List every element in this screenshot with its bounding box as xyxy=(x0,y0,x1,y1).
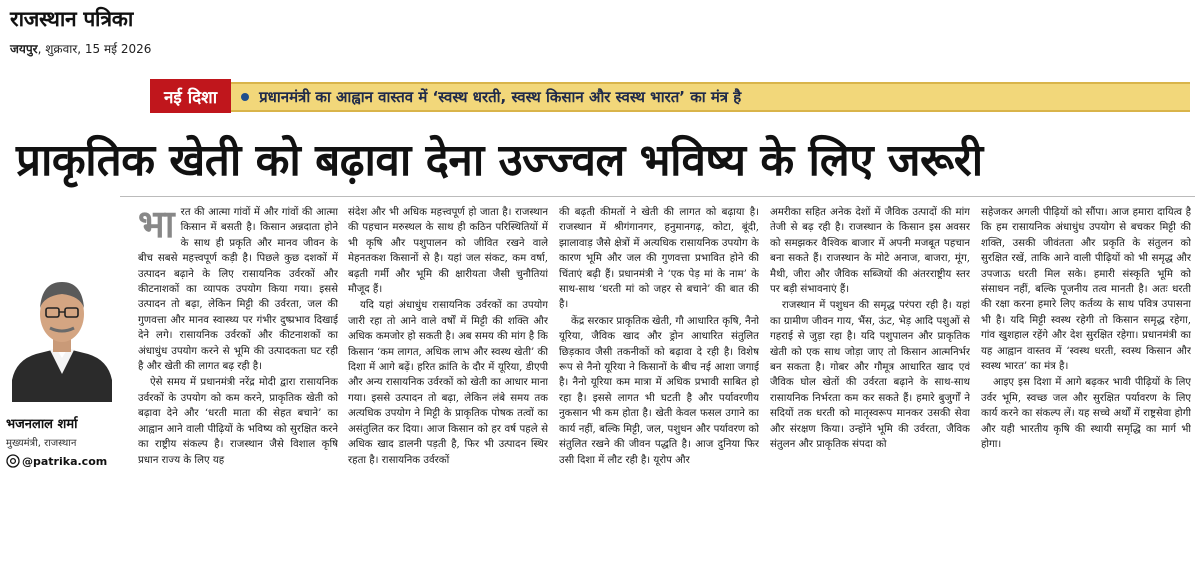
paragraph-text: रत की आत्मा गांवों में और गांवों की आत्मा किसान में बसती है। किसान अन्नदाता होने के साथ ही प्रकृति और मानव जीवन के बीच सबसे महत्त्वपूर्ण कड़ी है। पिछले कुछ दशकों में उत्पादन बढ़ाने के लिए रासायनिक उर्वरकों और कीटनाशकों का व्यापक उपयोग किया गया। इससे उत्पादन तो बढ़ा, लेकिन मिट्टी की उर्वरता, जल की गुणवत्ता और मानव स्वास्थ्य पर गंभीर दुष्प्रभाव दिखाई देने लगे। रासायनिक उर्वरकों और कीटनाशकों का अंधाधुंध उपयोग करने से भूमि की उत्पादकता घट रही है और खेती की लागत बढ़ रही है। xyxy=(138,207,338,373)
article-column-4 xyxy=(770,205,970,565)
article-paragraph: आइए इस दिशा में आगे बढ़कर भावी पीढ़ियों के लिए उर्वर भूमि, स्वच्छ जल और सुरक्षित पर्यावरण के लिए कार्य करने का संकल्प लें। यह सच्चे अर्थों में राष्ट्रसेवा होगी और यही भारतीय कृषि की स्थायी समृद्धि का मार्ग भी होगा। xyxy=(981,377,1191,451)
author-role: मुख्यमंत्री, राजस्थान xyxy=(6,438,77,449)
social-handle xyxy=(6,454,107,468)
article-paragraph: की बढ़ती कीमतों ने खेती की लागत को बढ़ाया है। राजस्थान में श्रीगंगानगर, हनुमानगढ़, कोटा, बूंदी, झालावाड़ जैसे क्षेत्रों में अत्यधिक रासायनिक उपयोग के कारण भूमि और जल की गुणवत्ता प्रभावित होने की चिंताएं बढ़ी हैं। प्रधानमंत्री ने ‘एक पेड़ मां के नाम’ के साथ-साथ ‘धरती मां को जहर से बचाने’ की बात की है। xyxy=(559,207,759,311)
article-paragraph: राजस्थान में पशुधन की समृद्ध परंपरा रही है। यहां का ग्रामीण जीवन गाय, भैंस, ऊंट, भेड़ आदि पशुओं से गहराई से जुड़ा रहा है। यदि पशुपालन और प्राकृतिक खेती को एक साथ जोड़ा जाए तो किसान आत्मनिर्भर बन सकता है। गोबर और गौमूत्र आधारित खाद एवं जैविक घोल खेतों की उर्वरता बढ़ाने के साथ-साथ रासायनिक निर्भरता कम कर सकते हैं। हमारे बुजुर्गों ने सदियों तक धरती को मातृस्वरूप मानकर उसकी सेवा और संरक्षण किया। उन्होंने भूमि की उर्वरता, जैविक संतुलन और प्राकृतिक संपदा को xyxy=(770,300,970,451)
divider xyxy=(120,196,1195,197)
article-paragraph: संदेश और भी अधिक महत्त्वपूर्ण हो जाता है। राजस्थान की पहचान मरुस्थल के साथ ही कठिन परिस्थितियों में भी कृषि और पशुपालन को जीवित रखने वाले मेहनतकश किसानों से है। यहां जल संकट, कम वर्षा, बढ़ती गर्मी और भूमि की क्षारीयता जैसी चुनौतियां मौजूद हैं। xyxy=(348,207,548,296)
masthead xyxy=(10,6,310,57)
article-paragraph: यदि यहां अंधाधुंध रासायनिक उर्वरकों का उपयोग जारी रहा तो आने वाले वर्षों में मिट्टी की शक्ति और अधिक कमजोर हो सकती है। अब समय की मांग है कि किसान ‘कम लागत, अधिक लाभ और स्वस्थ खेती’ की दिशा में आगे बढ़ें। हरित क्रांति के दौर में यूरिया, डीएपी और अन्य रासायनिक उर्वरकों को खेती का आधार माना गया। इससे उत्पादन तो बढ़ा, लेकिन लंबे समय तक अत्यधिक उपयोग ने मिट्टी के प्राकृतिक पोषक तत्वों का असंतुलित कर दिया। आज किसान को हर वर्ष पहले से अधिक खाद डालनी पड़ती है, फिर भी उत्पादन स्थिर रहता है। रासायनिक उर्वरकों xyxy=(348,300,548,466)
author-portrait xyxy=(6,262,118,402)
dateline-city: जयपुर xyxy=(10,42,38,56)
bullet-icon xyxy=(241,93,249,101)
article-paragraph: ऐसे समय में प्रधानमंत्री नरेंद्र मोदी द्वारा रासायनिक उर्वरकों के उपयोग को कम करने, प्राकृतिक खेती को बढ़ावा देने और ‘धरती माता की सेहत बचाने’ का आह्वान आने वाली पीढ़ियों के भविष्य को सुरक्षित करने का राष्ट्रीय संकल्प है। राजस्थान जैसे विशाल कृषि प्रधान राज्य के लिए यह xyxy=(138,377,338,466)
handle-text: @patrika.com xyxy=(22,454,108,468)
drop-cap: भा xyxy=(138,205,175,246)
article-paragraph: सहेजकर अगली पीढ़ियों को सौंपा। आज हमारा दायित्व है कि हम रासायनिक अंधाधुंध उपयोग से बचकर मिट्टी की शक्ति, उसकी जीवंतता और प्रकृति के संतुलन को सुरक्षित रखें, ताकि आने वाली पीढ़ियों को भी समृद्ध और उपजाऊ धरती मिल सके। हमारी संस्कृति भूमि को संसाधन नहीं, बल्कि पूजनीय तत्व मानती है। अतः धरती की रक्षा करना हमारे लिए कर्तव्य के साथ पवित्र उपासना भी है। यदि मिट्टी स्वस्थ रहेगी तो किसान समृद्ध रहेगा, गांव खुशहाल रहेंगे और देश सुरक्षित रहेगा। प्रधानमंत्री का यह आह्वान वास्तव में ‘स्वस्थ धरती, स्वस्थ किसान और स्वस्थ भारत’ का मंत्र है। xyxy=(981,207,1191,373)
dateline xyxy=(10,40,310,57)
topic-text: प्रधानमंत्री का आह्वान वास्तव में ‘स्वस्थ धरती, स्वस्थ किसान और स्वस्थ भारत’ का मंत्र है xyxy=(259,88,742,106)
article-column-3 xyxy=(559,205,759,565)
at-icon xyxy=(6,454,20,468)
author-box xyxy=(6,262,118,472)
topic-bar xyxy=(150,82,1190,112)
article-column-5 xyxy=(981,205,1191,565)
article-paragraph xyxy=(138,205,338,374)
headline: प्राकृतिक खेती को बढ़ावा देना उज्ज्वल भविष्य के लिए जरूरी xyxy=(16,135,983,186)
topic-tag: नई दिशा xyxy=(150,79,231,113)
article-paragraph: केंद्र सरकार प्राकृतिक खेती, गौ आधारित कृषि, नैनो यूरिया, जैविक खाद और ड्रोन आधारित संतुलित छिड़काव जैसी तकनीकों को बढ़ावा दे रही है। विशेष रूप से नैनो यूरिया ने किसानों के बीच नई आशा जगाई है। नैनो यूरिया कम मात्रा में अधिक प्रभावी साबित हो रहा है। इससे लागत भी घटती है और पर्यावरणीय नुकसान भी कम होता है। खेती केवल फसल उगाने का कार्य नहीं, बल्कि मिट्टी, जल, पशुधन और पर्यावरण को संतुलित रखने की जीवन पद्धति है। आज दुनिया फिर उसी दिशा में लौट रही है। यूरोप और xyxy=(559,315,759,466)
paper-name: राजस्थान पत्रिका xyxy=(10,7,134,31)
article-column-1 xyxy=(138,205,338,565)
article-column-2 xyxy=(348,205,548,565)
dateline-date: , शुक्रवार, 15 मई 2026 xyxy=(37,42,152,56)
author-name: भजनलाल शर्मा xyxy=(6,417,78,432)
article-paragraph: अमरीका सहित अनेक देशों में जैविक उत्पादों की मांग तेजी से बढ़ रही है। राजस्थान के किसान इस अवसर को समझकर वैश्विक बाजार में अपनी मजबूत पहचान बना सकते हैं। राजस्थान के मोटे अनाज, बाजरा, मूंग, मैथी, जीरा और जैविक सब्जियों की अंतरराष्ट्रीय स्तर पर बड़ी संभावनाएं हैं। xyxy=(770,207,970,296)
